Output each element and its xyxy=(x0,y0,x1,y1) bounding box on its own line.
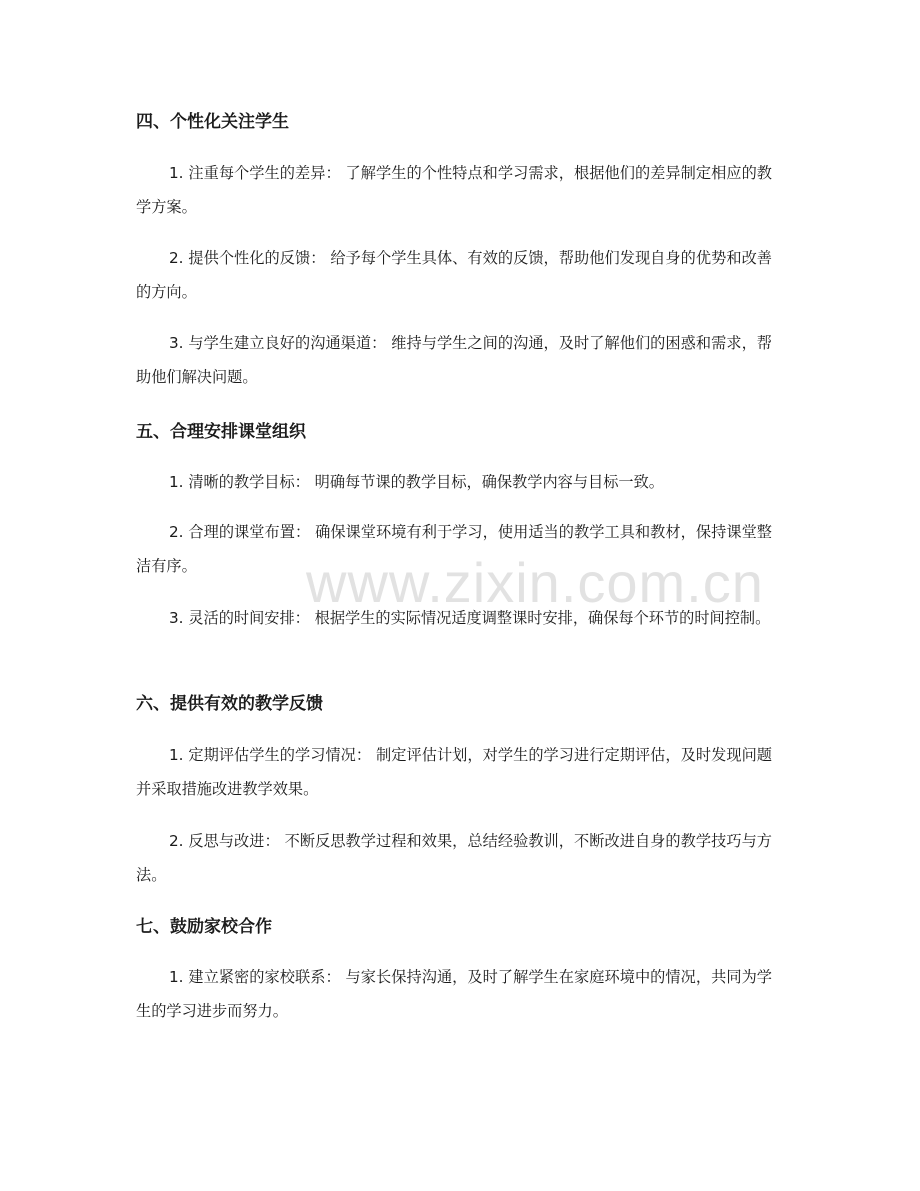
section-heading-6: 六、提供有效的教学反馈 xyxy=(136,694,323,714)
watermark: www.zixin.com.cn xyxy=(306,551,764,614)
section-heading-4: 四、个性化关注学生 xyxy=(136,112,289,132)
paragraph-6-1: 1. 定期评估学生的学习情况： 制定评估计划，对学生的学习进行定期评估，及时发现问题并采取措施改进教学效果。 xyxy=(136,746,772,798)
section-heading-5: 五、合理安排课堂组织 xyxy=(136,422,306,442)
paragraph-5-3: 3. 灵活的时间安排： 根据学生的实际情况适度调整课时安排，确保每个环节的时间控制。 xyxy=(169,609,771,627)
paragraph-4-3: 3. 与学生建立良好的沟通渠道： 维持与学生之间的沟通，及时了解他们的困惑和需求，帮助他们解决问题。 xyxy=(136,334,772,386)
section-heading-7: 七、鼓励家校合作 xyxy=(136,917,272,937)
paragraph-4-2: 2. 提供个性化的反馈： 给予每个学生具体、有效的反馈，帮助他们发现自身的优势和改善的方向。 xyxy=(136,249,772,301)
paragraph-6-2: 2. 反思与改进： 不断反思教学过程和效果，总结经验教训，不断改进自身的教学技巧与方法。 xyxy=(136,832,772,884)
paragraph-5-2: 2. 合理的课堂布置： 确保课堂环境有利于学习，使用适当的教学工具和教材，保持课堂整洁有序。 xyxy=(136,523,772,575)
paragraph-5-1: 1. 清晰的教学目标： 明确每节课的教学目标，确保教学内容与目标一致。 xyxy=(169,473,664,491)
paragraph-7-1: 1. 建立紧密的家校联系： 与家长保持沟通，及时了解学生在家庭环境中的情况，共同为学生的学习进步而努力。 xyxy=(136,968,772,1020)
paragraph-4-1: 1. 注重每个学生的差异： 了解学生的个性特点和学习需求，根据他们的差异制定相应的教学方案。 xyxy=(136,164,772,216)
